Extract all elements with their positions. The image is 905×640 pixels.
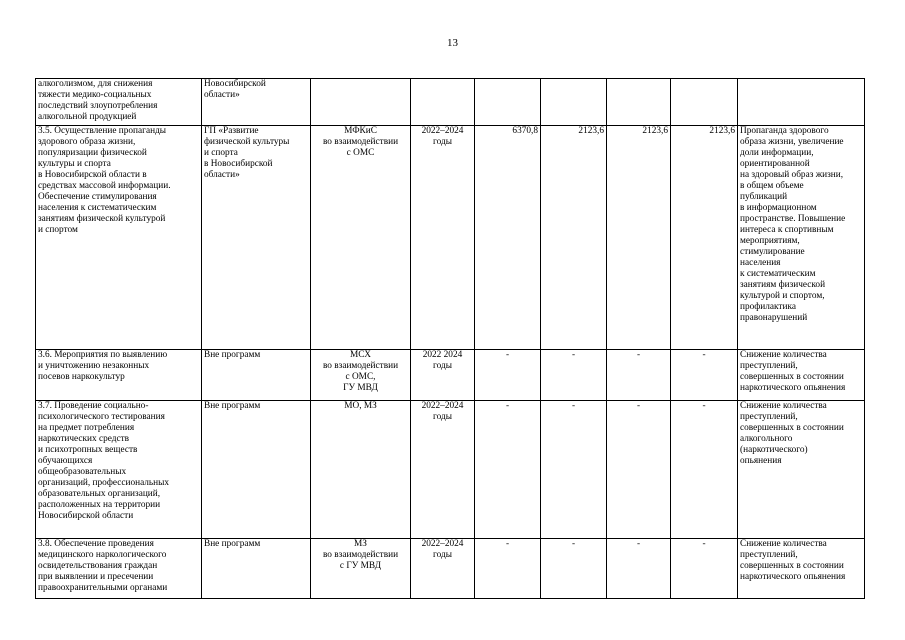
measure-cell: 3.6. Мероприятия по выявлению и уничтожению незаконных посевов наркокультур — [36, 350, 202, 401]
total-cell: - — [475, 401, 541, 539]
table-row — [36, 126, 865, 350]
y2024-cell: - — [671, 350, 738, 401]
y2022-cell — [541, 79, 607, 126]
period-cell: 2022–2024 годы — [411, 539, 475, 599]
table-row — [36, 539, 865, 599]
result-cell: Снижение количества преступлений, совершенных в состоянии алкогольного (наркотического) опьянения — [738, 401, 865, 539]
result-cell — [738, 79, 865, 126]
program-cell: Вне программ — [202, 401, 311, 539]
total-cell: 6370,8 — [475, 126, 541, 350]
y2022-cell: - — [541, 401, 607, 539]
measures-table — [35, 78, 865, 599]
total-cell: - — [475, 350, 541, 401]
table-row — [36, 350, 865, 401]
y2022-cell: - — [541, 350, 607, 401]
executor-cell — [311, 79, 411, 126]
y2024-cell: 2123,6 — [671, 126, 738, 350]
y2023-cell: - — [607, 401, 671, 539]
y2023-cell — [607, 79, 671, 126]
measure-cell: 3.8. Обеспечение проведения медицинского наркологического освидетельствования граждан при выявлении и пресечении правоохранительными органами — [36, 539, 202, 599]
program-cell: Вне программ — [202, 350, 311, 401]
result-cell: Снижение количества преступлений, совершенных в состоянии наркотического опьянения — [738, 539, 865, 599]
measure-cell: 3.7. Проведение социально- психологического тестирования на предмет потребления наркотических средств и психотропных веществ обучающихся общеобразовательных организаций, профессиональных образовательных организаций, расположенных на территории Новосибирской области — [36, 401, 202, 539]
y2023-cell: - — [607, 350, 671, 401]
period-cell — [411, 79, 475, 126]
total-cell — [475, 79, 541, 126]
y2022-cell: 2123,6 — [541, 126, 607, 350]
period-cell: 2022 2024 годы — [411, 350, 475, 401]
measure-cell: алкоголизмом, для снижения тяжести медико-социальных последствий злоупотребления алкогольной продукцией — [36, 79, 202, 126]
program-cell: Новосибирской области» — [202, 79, 311, 126]
executor-cell: МО, МЗ — [311, 401, 411, 539]
y2023-cell: - — [607, 539, 671, 599]
period-cell: 2022–2024 годы — [411, 126, 475, 350]
y2024-cell: - — [671, 401, 738, 539]
executor-cell: МЗ во взаимодействии с ГУ МВД — [311, 539, 411, 599]
y2024-cell: - — [671, 539, 738, 599]
table-row — [36, 79, 865, 126]
total-cell: - — [475, 539, 541, 599]
executor-cell: МСХ во взаимодействии с ОМС, ГУ МВД — [311, 350, 411, 401]
y2022-cell: - — [541, 539, 607, 599]
program-cell: ГП «Развитие физической культуры и спорта в Новосибирской области» — [202, 126, 311, 350]
result-cell: Снижение количества преступлений, совершенных в состоянии наркотического опьянения — [738, 350, 865, 401]
measure-cell: 3.5. Осуществление пропаганды здорового образа жизни, популяризации физической культуры и спорта в Новосибирской области в средствах массовой информации. Обеспечение стимулирования населения к систематическим занятиям физической культурой и спортом — [36, 126, 202, 350]
page-number: 13 — [447, 37, 458, 49]
period-cell: 2022–2024 годы — [411, 401, 475, 539]
executor-cell: МФКиС во взаимодействии с ОМС — [311, 126, 411, 350]
y2024-cell — [671, 79, 738, 126]
program-cell: Вне программ — [202, 539, 311, 599]
result-cell: Пропаганда здорового образа жизни, увеличение доли информации, ориентированной на здоровый образ жизни, в общем объеме публикаций в информационном пространстве. Повышение интереса к спортивным мероприятиям, стимулирование населения к систематическим занятиям физической культурой и спортом, профилактика правонарушений — [738, 126, 865, 350]
y2023-cell: 2123,6 — [607, 126, 671, 350]
table-row — [36, 401, 865, 539]
